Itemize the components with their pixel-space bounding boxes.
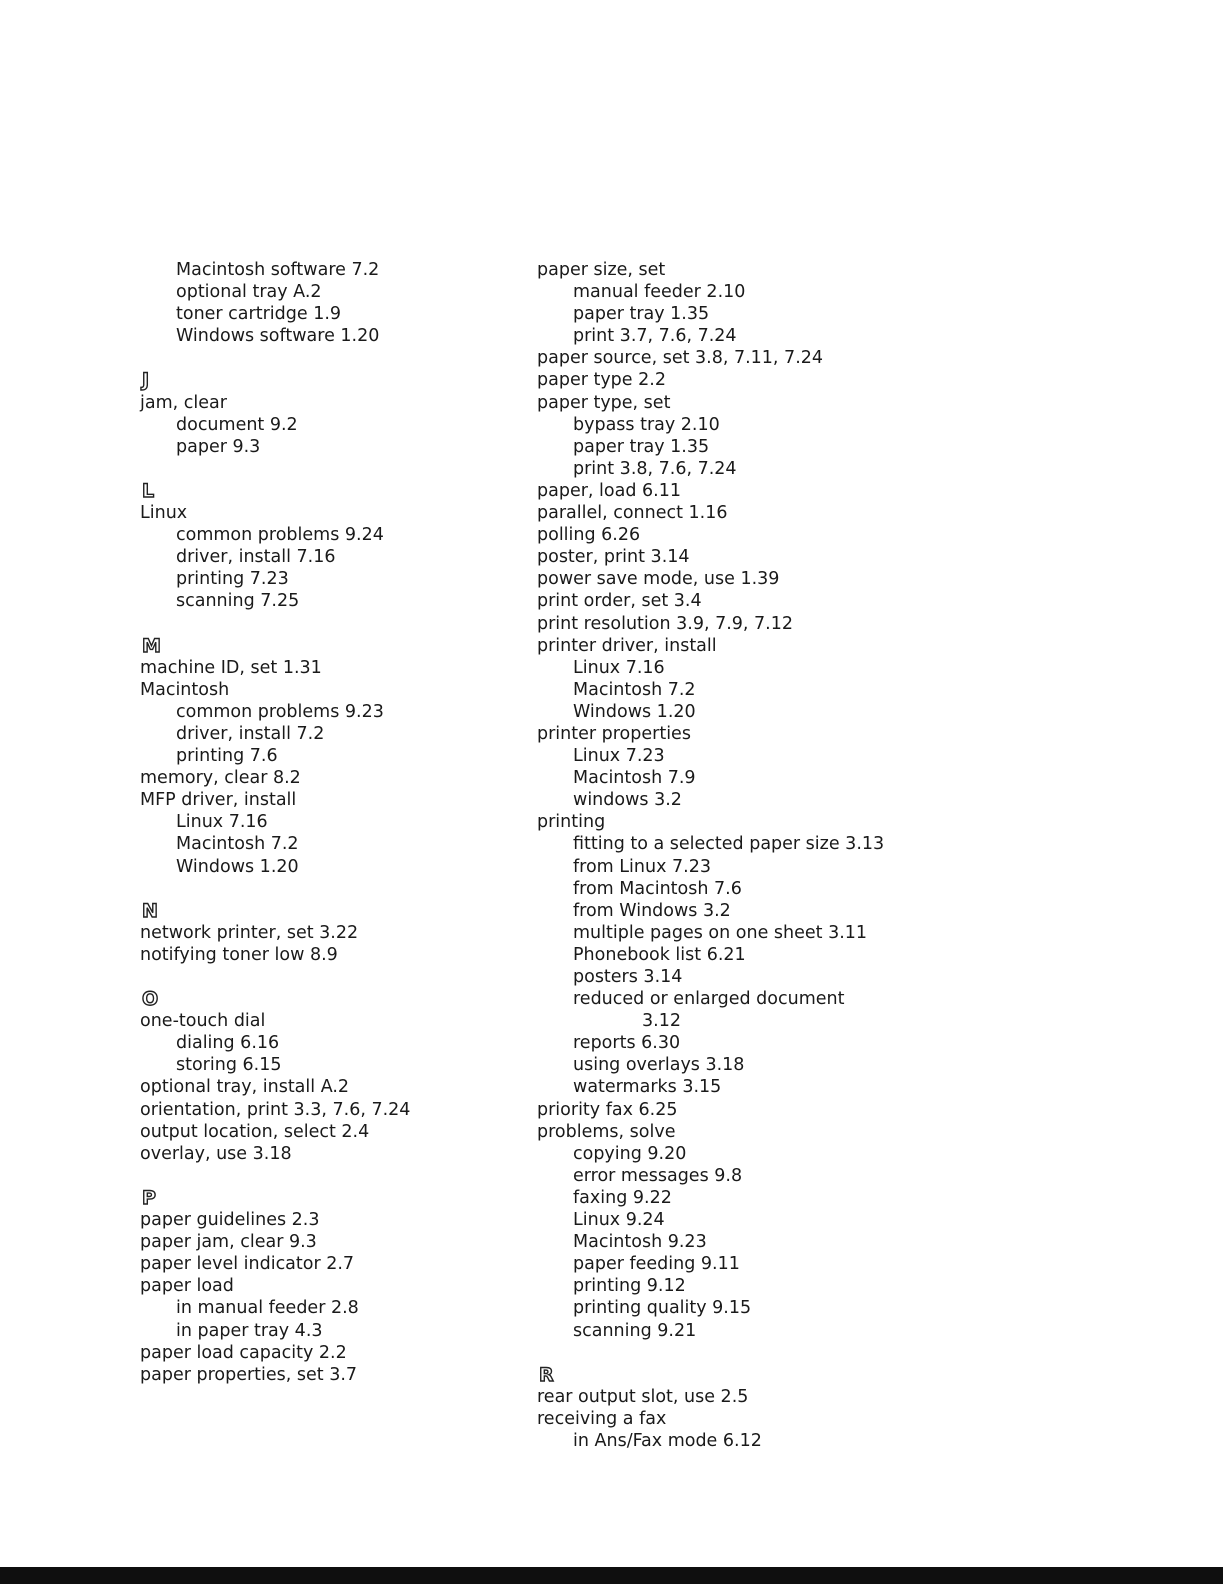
index-subentry: Linux 7.16 (176, 812, 268, 833)
index-entry: paper properties, set 3.7 (140, 1364, 358, 1385)
index-subentry: Linux 9.24 (573, 1210, 665, 1231)
index-entry: receiving a fax (537, 1408, 667, 1429)
index-subentry: Macintosh 7.2 (573, 679, 696, 700)
index-subentry: watermarks 3.15 (573, 1077, 722, 1098)
index-entry: network printer, set 3.22 (140, 922, 359, 943)
index-entry: power save mode, use 1.39 (537, 569, 780, 590)
index-subentry: scanning 7.25 (176, 591, 300, 612)
section-spacer (140, 1165, 520, 1187)
index-entry: memory, clear 8.2 (140, 768, 301, 789)
index-subentry: reduced or enlarged document (573, 989, 845, 1010)
index-entry: jam, clear (140, 392, 227, 413)
section-spacer (140, 347, 520, 369)
index-subentry: 3.12 (642, 1011, 681, 1032)
index-entry: problems, solve (537, 1121, 676, 1142)
index-entry: parallel, connect 1.16 (537, 503, 728, 524)
index-subentry: printing 9.12 (573, 1276, 686, 1297)
index-entry: overlay, use 3.18 (140, 1143, 292, 1164)
index-entry: output location, select 2.4 (140, 1121, 370, 1142)
index-subentry: paper 9.3 (176, 436, 261, 457)
index-subentry: Macintosh 7.2 (176, 834, 299, 855)
index-entry: MFP driver, install (140, 790, 297, 811)
section-spacer (537, 1342, 977, 1364)
section-letter: P (142, 1186, 156, 1209)
index-entry: print order, set 3.4 (537, 591, 702, 612)
index-entry: notifying toner low 8.9 (140, 944, 338, 965)
section-spacer (140, 966, 520, 988)
section-spacer (140, 878, 520, 900)
index-right-column (537, 259, 977, 1452)
index-entry: priority fax 6.25 (537, 1099, 678, 1120)
index-entry: paper jam, clear 9.3 (140, 1232, 317, 1253)
index-subentry: in Ans/Fax mode 6.12 (573, 1430, 762, 1451)
section-letter: M (142, 634, 161, 657)
index-subentry: Windows 1.20 (573, 701, 696, 722)
index-subentry: Phonebook list 6.21 (573, 944, 746, 965)
index-entry: printer properties (537, 723, 691, 744)
index-subentry: common problems 9.24 (176, 525, 384, 546)
index-subentry: from Windows 3.2 (573, 900, 731, 921)
index-subentry: in manual feeder 2.8 (176, 1298, 359, 1319)
index-subentry: printing quality 9.15 (573, 1298, 752, 1319)
index-subentry: Windows 1.20 (176, 856, 299, 877)
index-subentry: in paper tray 4.3 (176, 1320, 323, 1341)
index-subentry: paper feeding 9.11 (573, 1254, 740, 1275)
index-subentry: using overlays 3.18 (573, 1055, 745, 1076)
index-entry: machine ID, set 1.31 (140, 657, 322, 678)
index-subentry: document 9.2 (176, 414, 298, 435)
index-subentry: faxing 9.22 (573, 1187, 672, 1208)
index-entry: printing (537, 812, 606, 833)
index-subentry: multiple pages on one sheet 3.11 (573, 922, 868, 943)
section-spacer (140, 613, 520, 635)
index-entry: paper, load 6.11 (537, 480, 681, 501)
index-subentry: windows 3.2 (573, 790, 682, 811)
index-entry: printer driver, install (537, 635, 717, 656)
index-subentry: print 3.8, 7.6, 7.24 (573, 458, 737, 479)
index-entry: paper size, set (537, 260, 666, 280)
index-entry: Macintosh (140, 679, 230, 700)
index-subentry: scanning 9.21 (573, 1320, 697, 1341)
index-entry: one-touch dial (140, 1011, 266, 1032)
index-entry: optional tray, install A.2 (140, 1077, 350, 1098)
index-entry: paper source, set 3.8, 7.11, 7.24 (537, 348, 824, 369)
index-subentry: manual feeder 2.10 (573, 282, 746, 303)
index-subentry: printing 7.6 (176, 746, 278, 767)
index-subentry: Linux 7.23 (573, 746, 665, 767)
page-bottom-rule (0, 1567, 1223, 1584)
index-subentry: copying 9.20 (573, 1143, 687, 1164)
index-entry: paper load capacity 2.2 (140, 1342, 347, 1363)
index-subentry: printing 7.23 (176, 569, 289, 590)
index-subentry: paper tray 1.35 (573, 436, 710, 457)
index-subentry: error messages 9.8 (573, 1165, 743, 1186)
index-subentry: Windows software 1.20 (176, 326, 380, 347)
index-subentry: storing 6.15 (176, 1055, 282, 1076)
index-subentry: Macintosh software 7.2 (176, 260, 380, 280)
section-letter: N (142, 899, 158, 922)
index-subentry: bypass tray 2.10 (573, 414, 720, 435)
index-subentry: dialing 6.16 (176, 1033, 280, 1054)
section-spacer (140, 458, 520, 480)
index-entry: rear output slot, use 2.5 (537, 1386, 749, 1407)
index-entry: orientation, print 3.3, 7.6, 7.24 (140, 1099, 411, 1120)
index-entry: print resolution 3.9, 7.9, 7.12 (537, 613, 793, 634)
index-entry: paper level indicator 2.7 (140, 1254, 355, 1275)
index-subentry: driver, install 7.2 (176, 723, 325, 744)
index-subentry: fitting to a selected paper size 3.13 (573, 834, 885, 855)
index-subentry: optional tray A.2 (176, 282, 322, 303)
section-letter: O (142, 988, 159, 1011)
index-subentry: from Macintosh 7.6 (573, 878, 742, 899)
index-subentry: driver, install 7.16 (176, 547, 336, 568)
index-subentry: Linux 7.16 (573, 657, 665, 678)
index-subentry: Macintosh 7.9 (573, 768, 696, 789)
index-subentry: paper tray 1.35 (573, 304, 710, 325)
section-letter: L (142, 479, 155, 502)
section-letter: R (539, 1363, 554, 1386)
index-entry: Linux (140, 503, 188, 524)
index-entry: paper guidelines 2.3 (140, 1210, 320, 1231)
section-letter: J (142, 369, 150, 392)
index-subentry: print 3.7, 7.6, 7.24 (573, 326, 737, 347)
index-subentry: toner cartridge 1.9 (176, 304, 342, 325)
index-subentry: posters 3.14 (573, 967, 683, 987)
index-entry: polling 6.26 (537, 525, 641, 546)
index-left-column (140, 259, 520, 1386)
index-entry: paper load (140, 1276, 234, 1297)
index-subentry: common problems 9.23 (176, 701, 384, 722)
index-entry: paper type 2.2 (537, 370, 666, 391)
index-subentry: reports 6.30 (573, 1033, 681, 1054)
index-subentry: Macintosh 9.23 (573, 1232, 707, 1253)
index-subentry: from Linux 7.23 (573, 856, 711, 877)
index-entry: poster, print 3.14 (537, 547, 690, 568)
index-entry: paper type, set (537, 392, 671, 413)
